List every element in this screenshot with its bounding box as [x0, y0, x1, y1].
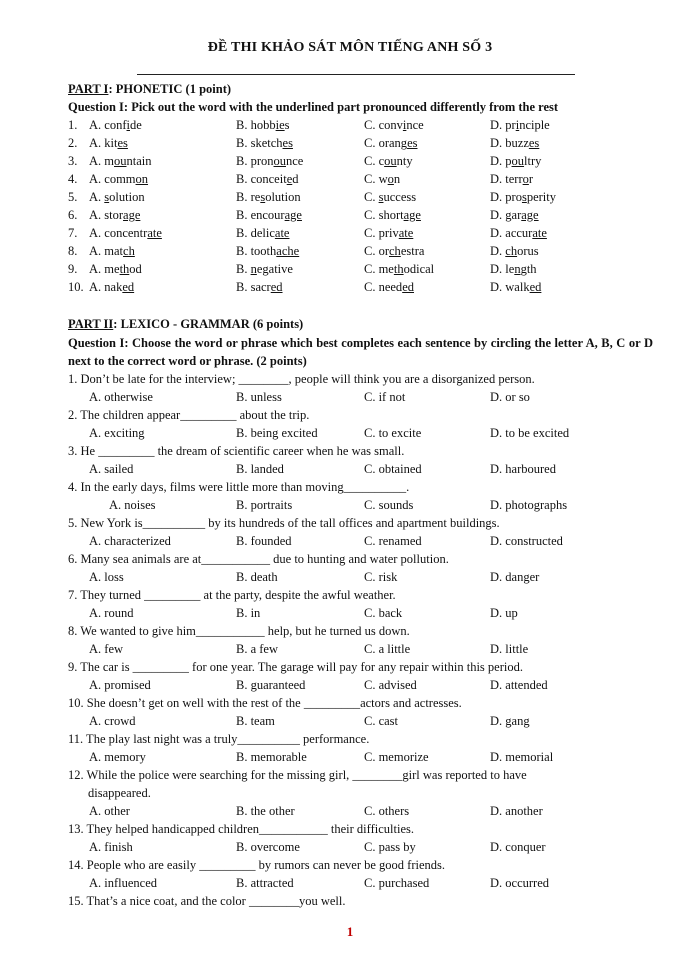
option-text: perity: [526, 190, 556, 204]
item-number: 2.: [68, 136, 78, 150]
answer-option[interactable]: A. influenced: [89, 876, 158, 890]
option-text: orus: [517, 244, 539, 258]
phonetic-option[interactable]: [364, 242, 424, 260]
option-text: C. w: [364, 172, 388, 186]
option-text: egative: [256, 262, 293, 276]
answer-option[interactable]: A. memory: [89, 750, 146, 764]
answer-option[interactable]: C. sounds: [364, 498, 414, 512]
underlined-part: i: [402, 118, 407, 132]
answer-option[interactable]: A. characterized: [89, 534, 171, 548]
option-text: B. delic: [236, 226, 275, 240]
option-text: nce: [286, 154, 304, 168]
answer-option[interactable]: B. the other: [236, 804, 295, 818]
option-text: s: [284, 118, 290, 132]
phonetic-option[interactable]: [89, 260, 142, 278]
answer-option[interactable]: B. team: [236, 714, 275, 728]
underlined-part: i: [126, 118, 130, 132]
part1-heading: [68, 82, 231, 97]
answer-option[interactable]: C. renamed: [364, 534, 422, 548]
question-stem-continued: disappeared.: [88, 786, 151, 800]
underlined-part: th: [119, 262, 130, 276]
underlined-part: es: [528, 136, 540, 150]
item-number: 1.: [68, 118, 78, 132]
phonetic-item: [68, 152, 542, 170]
underlined-part: ed: [529, 280, 542, 294]
option-text: D. terr: [490, 172, 523, 186]
option-text: r: [528, 172, 534, 186]
phonetic-item: [68, 206, 539, 224]
part2-rest: : LEXICO - GRAMMAR (6 points): [113, 317, 304, 331]
phonetic-option[interactable]: [236, 188, 301, 206]
phonetic-option[interactable]: [364, 278, 414, 296]
phonetic-option[interactable]: [490, 260, 537, 278]
option-text: D. p: [490, 154, 512, 168]
underlined-part: i: [515, 118, 520, 132]
option-text: D. pr: [490, 118, 516, 132]
question-stem: 1. Don’t be late for the interview; ________, people will think you are a disorganized person.: [68, 372, 535, 386]
question-stem: 4. In the early days, films were little more than moving__________.: [68, 480, 410, 494]
option-text: de: [129, 118, 142, 132]
underlined-part: e: [286, 172, 293, 186]
answer-option[interactable]: A. loss: [89, 570, 124, 584]
option-text: ltry: [524, 154, 542, 168]
answer-option[interactable]: D. another: [490, 804, 543, 818]
phonetic-option[interactable]: [364, 224, 413, 242]
answer-option[interactable]: D. danger: [490, 570, 540, 584]
phonetic-option[interactable]: [89, 188, 145, 206]
option-text: A. conf: [89, 118, 127, 132]
question-stem: 3. He _________ the dream of scientific career when he was small.: [68, 444, 405, 458]
option-text: A.: [89, 190, 105, 204]
item-number: 8.: [68, 244, 78, 258]
phonetic-option[interactable]: [364, 260, 434, 278]
question-stem: 12. While the police were searching for the missing girl, ________girl was reported to have: [68, 768, 527, 782]
option-text: od: [129, 262, 142, 276]
phonetic-option[interactable]: [490, 170, 533, 188]
underlined-part: ed: [122, 280, 135, 294]
answer-option[interactable]: C. if not: [364, 390, 406, 404]
phonetic-option[interactable]: [236, 170, 299, 188]
option-text: C. orang: [364, 136, 408, 150]
option-text: B. sketch: [236, 136, 283, 150]
phonetic-option[interactable]: [236, 278, 283, 296]
answer-option[interactable]: B. unless: [236, 390, 282, 404]
answer-option[interactable]: C. memorize: [364, 750, 429, 764]
underlined-part: age: [521, 208, 539, 222]
phonetic-option[interactable]: [236, 242, 299, 260]
item-number: 9.: [68, 262, 78, 276]
phonetic-option[interactable]: [364, 170, 400, 188]
phonetic-option[interactable]: [89, 116, 142, 134]
part2-heading: [68, 317, 303, 332]
phonetic-option[interactable]: [364, 188, 416, 206]
option-text: C. priv: [364, 226, 399, 240]
answer-option[interactable]: B. attracted: [236, 876, 294, 890]
answer-option[interactable]: B. death: [236, 570, 278, 584]
phonetic-option[interactable]: [236, 260, 293, 278]
phonetic-option[interactable]: [89, 152, 152, 170]
phonetic-option[interactable]: [490, 188, 556, 206]
option-text: B. sacr: [236, 280, 271, 294]
option-text: B. encour: [236, 208, 285, 222]
underlined-part: o: [522, 172, 529, 186]
phonetic-option[interactable]: [89, 278, 134, 296]
page-number: 1: [346, 924, 354, 939]
answer-option[interactable]: C. others: [364, 804, 410, 818]
option-text: D. pro: [490, 190, 522, 204]
answer-option[interactable]: C. to excite: [364, 426, 422, 440]
option-text: C.: [364, 190, 379, 204]
underlined-part: n: [250, 262, 257, 276]
answer-option[interactable]: A. other: [89, 804, 130, 818]
underlined-part: ache: [276, 244, 300, 258]
phonetic-item: [68, 188, 556, 206]
answer-option[interactable]: B. founded: [236, 534, 292, 548]
option-text: D. walk: [490, 280, 530, 294]
answer-option[interactable]: B. landed: [236, 462, 284, 476]
phonetic-item: [68, 116, 550, 134]
option-text: A. mat: [89, 244, 124, 258]
option-text: A. me: [89, 262, 120, 276]
phonetic-option[interactable]: [89, 242, 135, 260]
answer-option[interactable]: B. a few: [236, 642, 278, 656]
option-text: A. nak: [89, 280, 123, 294]
option-text: C. short: [364, 208, 404, 222]
answer-option[interactable]: A. round: [89, 606, 134, 620]
item-number: 5.: [68, 190, 78, 204]
phonetic-option[interactable]: [364, 206, 421, 224]
answer-option[interactable]: C. risk: [364, 570, 398, 584]
item-number: 3.: [68, 154, 78, 168]
underlined-part: n: [514, 262, 521, 276]
underlined-part: ate: [398, 226, 414, 240]
phonetic-item: [68, 260, 537, 278]
underlined-part: ate: [274, 226, 290, 240]
underlined-part: ou: [384, 154, 397, 168]
phonetic-option[interactable]: [490, 224, 547, 242]
option-text: C. c: [364, 154, 385, 168]
option-text: D. gar: [490, 208, 522, 222]
option-text: D.: [490, 244, 506, 258]
answer-option[interactable]: D. to be excited: [490, 426, 570, 440]
answer-option[interactable]: B. memorable: [236, 750, 307, 764]
option-text: A. stor: [89, 208, 124, 222]
option-text: A. kit: [89, 136, 118, 150]
question-stem: 2. The children appear_________ about the trip.: [68, 408, 310, 422]
part1-label: PART I: [68, 82, 109, 96]
answer-option[interactable]: C. purchased: [364, 876, 430, 890]
underlined-part: age: [403, 208, 421, 222]
answer-option[interactable]: D. constructed: [490, 534, 563, 548]
answer-option[interactable]: C. back: [364, 606, 403, 620]
phonetic-option[interactable]: [89, 134, 128, 152]
underlined-part: ate: [532, 226, 547, 240]
option-text: B. tooth: [236, 244, 277, 258]
underlined-part: es: [282, 136, 293, 150]
phonetic-option[interactable]: [490, 152, 541, 170]
option-text: B. conceit: [236, 172, 287, 186]
answer-option[interactable]: A. promised: [89, 678, 151, 692]
underlined-part: ate: [147, 226, 162, 240]
phonetic-option[interactable]: [236, 116, 290, 134]
option-text: nce: [406, 118, 424, 132]
answer-option[interactable]: C. obtained: [364, 462, 422, 476]
option-text: estra: [400, 244, 425, 258]
option-text: B. pron: [236, 154, 274, 168]
answer-option[interactable]: A. finish: [89, 840, 133, 854]
question-stem: 11. The play last night was a truly__________ performance.: [68, 732, 370, 746]
underlined-part: s: [521, 190, 527, 204]
option-text: nciple: [519, 118, 550, 132]
underlined-part: o: [387, 172, 394, 186]
option-text: A. concentr: [89, 226, 148, 240]
part1-question-heading: Question I: Pick out the word with the underlined part pronounced differently from the rest: [68, 100, 559, 114]
question-stem: 7. They turned _________ at the party, despite the awful weather.: [68, 588, 396, 602]
answer-option[interactable]: C. advised: [364, 678, 417, 692]
underlined-part: s: [378, 190, 384, 204]
question-stem: 10. She doesn’t get on well with the rest of the _________actors and actresses.: [68, 696, 462, 710]
answer-option[interactable]: B. being excited: [236, 426, 318, 440]
answer-option[interactable]: D. conquer: [490, 840, 546, 854]
underlined-part: ou: [114, 154, 127, 168]
answer-option[interactable]: A. few: [89, 642, 124, 656]
answer-option[interactable]: A. crowd: [89, 714, 136, 728]
phonetic-option[interactable]: [490, 116, 550, 134]
option-text: C. or: [364, 244, 389, 258]
answer-option[interactable]: A. noises: [109, 498, 156, 512]
answer-option[interactable]: D. memorial: [490, 750, 554, 764]
answer-option[interactable]: D. occurred: [490, 876, 549, 890]
option-text: nty: [396, 154, 413, 168]
answer-option[interactable]: B. overcome: [236, 840, 300, 854]
phonetic-option[interactable]: [490, 206, 539, 224]
underlined-part: ou: [273, 154, 286, 168]
option-text: ntain: [126, 154, 152, 168]
underlined-part: ed: [402, 280, 414, 294]
answer-option[interactable]: B. portraits: [236, 498, 293, 512]
phonetic-option[interactable]: [364, 152, 413, 170]
option-text: uccess: [383, 190, 417, 204]
question-stem: 9. The car is _________ for one year. The garage will pay for any repair within this period.: [68, 660, 523, 674]
phonetic-item: [68, 278, 542, 296]
phonetic-option[interactable]: [490, 242, 539, 260]
phonetic-item: [68, 242, 539, 260]
answer-option[interactable]: D. gang: [490, 714, 530, 728]
underlined-part: age: [123, 208, 141, 222]
option-text: gth: [520, 262, 537, 276]
item-number: 7.: [68, 226, 78, 240]
phonetic-item: [68, 170, 534, 188]
answer-option[interactable]: B. guaranteed: [236, 678, 306, 692]
phonetic-option[interactable]: [89, 206, 140, 224]
phonetic-option[interactable]: [236, 152, 303, 170]
underlined-part: ed: [270, 280, 283, 294]
answer-option[interactable]: D. or so: [490, 390, 530, 404]
option-text: D. buzz: [490, 136, 529, 150]
underlined-part: es: [117, 136, 128, 150]
phonetic-option[interactable]: [236, 224, 289, 242]
answer-option[interactable]: C. pass by: [364, 840, 416, 854]
underlined-part: es: [407, 136, 418, 150]
answer-option[interactable]: D. attended: [490, 678, 548, 692]
answer-option[interactable]: D. up: [490, 606, 518, 620]
answer-option[interactable]: B. in: [236, 606, 261, 620]
option-text: B.: [236, 262, 251, 276]
underlined-part: ie: [275, 118, 285, 132]
option-text: B. hobb: [236, 118, 276, 132]
answer-option[interactable]: C. cast: [364, 714, 399, 728]
question-stem: 6. Many sea animals are at___________ due to hunting and water pollution.: [68, 552, 449, 566]
part2-question-heading: Question I: Choose the word or phrase which best completes each sentence by circling the letter A, B, C or D next to the correct word or phrase. (2 points): [68, 336, 653, 368]
underlined-part: age: [284, 208, 302, 222]
question-stem: 8. We wanted to give him___________ help, but he turned us down.: [68, 624, 410, 638]
option-text: C. need: [364, 280, 403, 294]
answer-option[interactable]: D. harboured: [490, 462, 556, 476]
answer-option[interactable]: D. photographs: [490, 498, 568, 512]
phonetic-option[interactable]: [89, 224, 162, 242]
underlined-part: ch: [505, 244, 518, 258]
underlined-part: ch: [389, 244, 401, 258]
underlined-part: s: [104, 190, 110, 204]
phonetic-option[interactable]: [490, 134, 539, 152]
part1-rest: : PHONETIC (1 point): [108, 82, 232, 96]
phonetic-option[interactable]: [364, 116, 424, 134]
answer-option[interactable]: A. exciting: [89, 426, 145, 440]
phonetic-option[interactable]: [490, 278, 541, 296]
option-text: C. conv: [364, 118, 403, 132]
option-text: olution: [265, 190, 301, 204]
phonetic-option[interactable]: [236, 134, 293, 152]
underlined-part: s: [260, 190, 266, 204]
answer-option[interactable]: A. otherwise: [89, 390, 153, 404]
question-stem: 14. People who are easily _________ by rumors can never be good friends.: [68, 858, 445, 872]
option-text: olution: [109, 190, 145, 204]
phonetic-item: [68, 224, 547, 242]
phonetic-option[interactable]: [89, 170, 148, 188]
phonetic-option[interactable]: [364, 134, 417, 152]
option-text: D. accur: [490, 226, 533, 240]
underlined-part: ou: [511, 154, 525, 168]
underlined-part: ch: [123, 244, 135, 258]
item-number: 4.: [68, 172, 78, 186]
option-text: B. re: [236, 190, 261, 204]
option-text: A. comm: [89, 172, 136, 186]
answer-option[interactable]: C. a little: [364, 642, 411, 656]
underlined-part: on: [135, 172, 149, 186]
option-text: C. me: [364, 262, 394, 276]
phonetic-option[interactable]: [236, 206, 302, 224]
answer-option[interactable]: D. little: [490, 642, 529, 656]
answer-option[interactable]: A. sailed: [89, 462, 134, 476]
item-number: 10.: [68, 280, 84, 294]
option-text: d: [292, 172, 299, 186]
item-number: 6.: [68, 208, 78, 222]
option-text: D. le: [490, 262, 515, 276]
option-text: n: [393, 172, 401, 186]
title-underline: [137, 74, 575, 75]
phonetic-item: [68, 134, 540, 152]
question-stem: 15. That’s a nice coat, and the color ________you well.: [68, 894, 346, 908]
exam-title: ĐỀ THI KHẢO SÁT MÔN TIẾNG ANH SỐ 3: [207, 40, 493, 55]
option-text: A. m: [89, 154, 114, 168]
question-stem: 13. They helped handicapped children___________ their difficulties.: [68, 822, 414, 836]
part2-label: PART II: [68, 317, 114, 331]
underlined-part: th: [393, 262, 404, 276]
option-text: odical: [403, 262, 435, 276]
question-stem: 5. New York is__________ by its hundreds of the tall offices and apartment buildings.: [68, 516, 500, 530]
